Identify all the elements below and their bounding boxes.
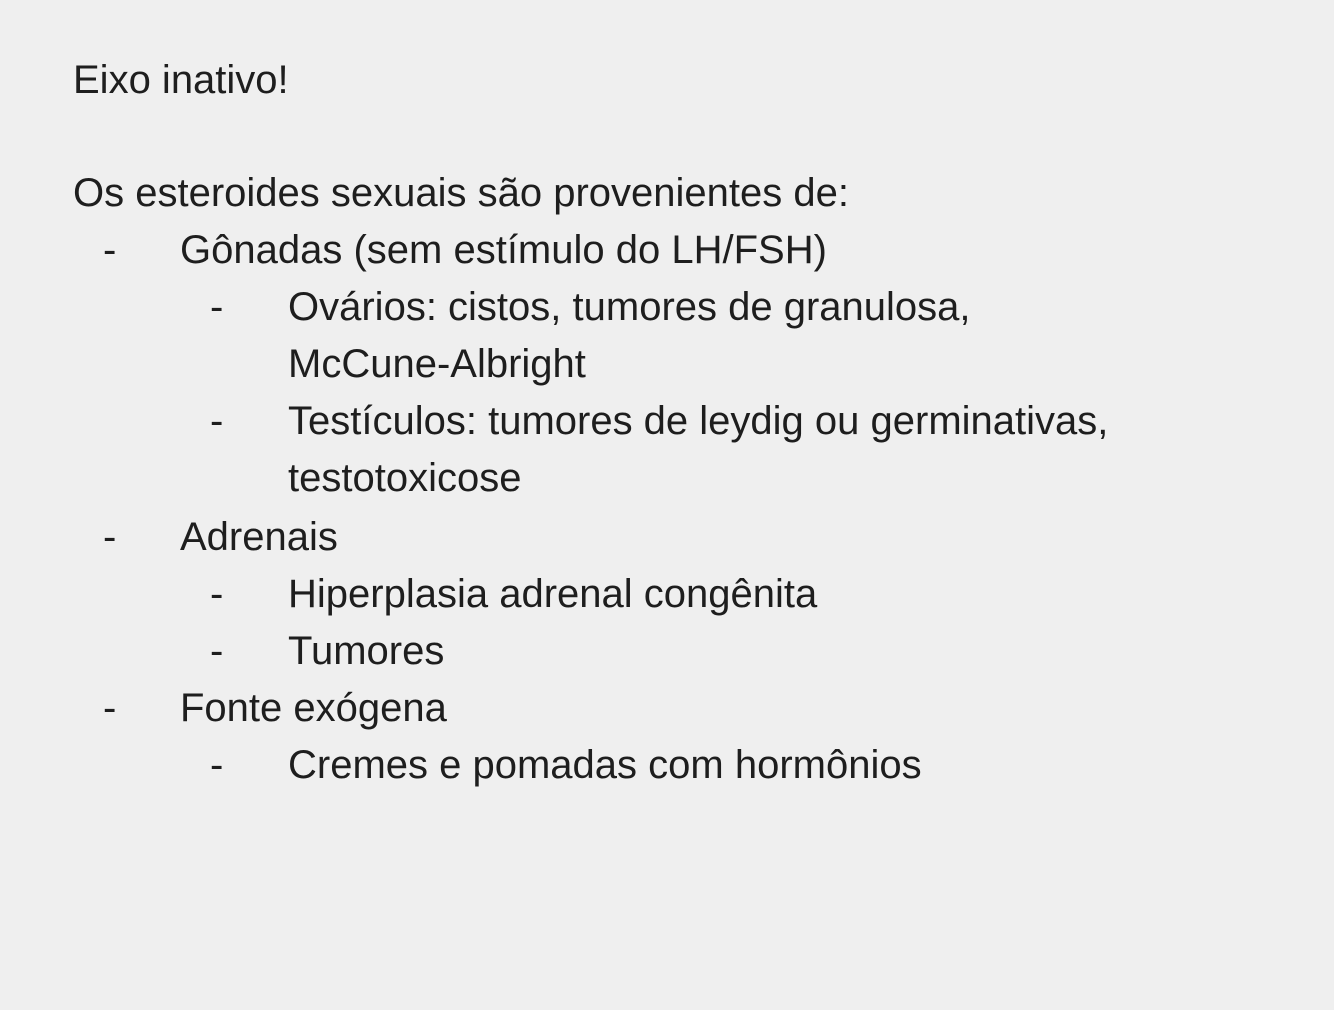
list-item: [0, 623, 1334, 680]
bullet-dash: -: [210, 572, 224, 616]
list-item: [0, 279, 1334, 393]
list-item: [0, 222, 1334, 279]
list-item-text-continued: testotoxicose: [288, 456, 522, 500]
bullet-dash: -: [210, 743, 224, 787]
bullet-dash: -: [103, 228, 117, 272]
list-item-text-continued: McCune-Albright: [288, 342, 586, 386]
list-item: [0, 393, 1334, 507]
list-item-text: Tumores: [288, 629, 445, 673]
bullet-dash: -: [210, 285, 224, 329]
list-item-text: Cremes e pomadas com hormônios: [288, 743, 922, 787]
bullet-dash: -: [103, 686, 117, 730]
list-item: [0, 737, 1334, 794]
list-item-text: Testículos: tumores de leydig ou germinativas,: [288, 399, 1109, 443]
intro-text: Os esteroides sexuais são provenientes de:: [73, 171, 849, 215]
bullet-dash: -: [103, 515, 117, 559]
list-item-text: Hiperplasia adrenal congênita: [288, 572, 818, 616]
list-item-text: Fonte exógena: [180, 686, 447, 730]
list-item-text: Adrenais: [180, 515, 338, 559]
list-item-text: Ovários: cistos, tumores de granulosa,: [288, 285, 971, 329]
list-item: [0, 566, 1334, 623]
bullet-dash: -: [210, 629, 224, 673]
slide-heading: Eixo inativo!: [73, 58, 289, 102]
bullet-dash: -: [210, 399, 224, 443]
list-item: [0, 680, 1334, 737]
list-item-text: Gônadas (sem estímulo do LH/FSH): [180, 228, 827, 272]
list-item: [0, 509, 1334, 566]
